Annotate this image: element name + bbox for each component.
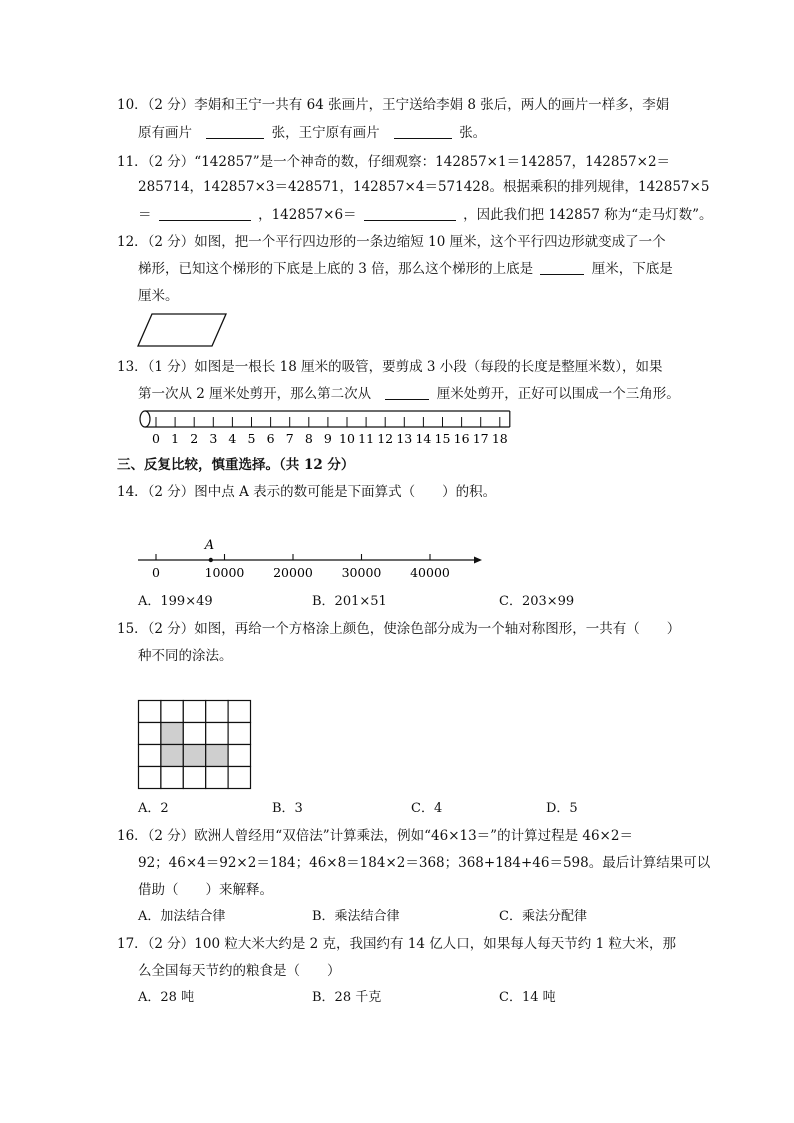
straw-tick-label: 4: [228, 431, 237, 446]
grid-cell[interactable]: [183, 701, 205, 723]
grid-cell[interactable]: [228, 701, 250, 723]
q11-line1: 11．（2 分）“142857”是一个神奇的数，仔细观察：142857×1＝142857，142857×2＝: [117, 154, 671, 170]
straw-tick-label: 18: [491, 431, 508, 446]
q12-text-b: 厘米，下底是: [591, 261, 673, 277]
straw-tick-label: 14: [415, 431, 432, 446]
q13-line2: [138, 384, 680, 404]
q16-option-b[interactable]: B．乘法结合律: [312, 909, 400, 924]
q13-blank-1[interactable]: [385, 385, 429, 400]
grid-cell[interactable]: [183, 767, 205, 789]
q11-text-a: ＝: [138, 207, 152, 223]
q16-line2: 92；46×4＝92×2＝184；46×8＝184×2＝368；368+184+46＝598。最后计算结果可以: [138, 855, 711, 871]
q15-option-b[interactable]: B．3: [272, 801, 303, 816]
q13-text-a: 第一次从 2 厘米处剪开，那么第二次从: [138, 386, 372, 402]
q10-blank-1[interactable]: [206, 124, 264, 139]
q17-option-b[interactable]: B．28 千克: [312, 990, 382, 1005]
q12-line3: 厘米。: [138, 288, 179, 304]
grid-cell[interactable]: [139, 723, 161, 745]
straw-tick-label: 0: [152, 431, 160, 446]
q12-line1: 12．（2 分）如图，把一个平行四边形的一条边缩短 10 厘米，这个平行四边形就变成了一个: [117, 234, 666, 250]
q15-line2: 种不同的涂法。: [138, 648, 233, 664]
straw-tick-label: 17: [472, 431, 489, 446]
number-line-figure: [136, 530, 496, 584]
q16-option-a[interactable]: A．加法结合律: [138, 909, 226, 924]
q12-blank-1[interactable]: [540, 260, 584, 275]
grid-cell[interactable]: [206, 767, 228, 789]
straw-tick-label: 6: [266, 431, 275, 446]
number-line-tick-label: 20000: [273, 565, 313, 580]
straw-tick-label: 10: [339, 431, 355, 446]
number-line-tick-label: 40000: [410, 565, 450, 580]
q11-text-c: ，因此我们把 142857 称为“走马灯数”。: [463, 207, 713, 223]
q15-line1: 15．（2 分）如图，再给一个方格涂上颜色，使涂色部分成为一个轴对称图形，一共有（ ）: [117, 621, 681, 637]
q10-line2: [138, 123, 486, 143]
q16-line3: 借助（ ）来解释。: [138, 882, 273, 898]
grid-cell[interactable]: [161, 701, 183, 723]
q17-line1: 17．（2 分）100 粒大米大约是 2 克，我国约有 14 亿人口，如果每人每天节约 1 粒大米，那: [117, 936, 676, 952]
grid-cell[interactable]: [183, 723, 205, 745]
shading-grid-figure: [137, 699, 253, 793]
grid-cell-shaded[interactable]: [183, 745, 205, 767]
q17-option-a[interactable]: A．28 吨: [138, 990, 195, 1005]
q11-line3: [138, 205, 713, 225]
q16-line1: 16．（2 分）欧洲人曾经用“双倍法”计算乘法，例如“46×13＝”的计算过程是 46×2＝: [117, 828, 633, 844]
q11-blank-2[interactable]: [364, 206, 456, 221]
straw-tick-label: 8: [304, 431, 313, 446]
q16-option-c[interactable]: C．乘法分配律: [499, 909, 587, 924]
straw-tick-label: 16: [453, 431, 470, 446]
number-line-tick-label: 30000: [341, 565, 382, 580]
straw-tick-label: 3: [209, 431, 218, 446]
q10-text-c: 张。: [459, 125, 487, 141]
straw-tick-label: 7: [285, 431, 294, 446]
q10-text-a: 原有画片: [138, 125, 192, 141]
point-a-marker: [209, 558, 213, 562]
parallelogram-shape: [138, 314, 226, 346]
q13-text-b: 厘米处剪开，正好可以围成一个三角形。: [436, 386, 680, 402]
q11-text-b: ，142857×6＝: [258, 207, 357, 223]
number-line-arrow: [474, 557, 482, 564]
q13-line1: 13．（1 分）如图是一根长 18 厘米的吸管，要剪成 3 小段（每段的长度是整厘米数），如果: [117, 359, 663, 375]
q14-option-b[interactable]: B．201×51: [312, 594, 387, 609]
q11-line2: 285714，142857×3＝428571，142857×4＝571428。根据乘积的排列规律，142857×5: [138, 179, 710, 195]
grid-cell[interactable]: [139, 701, 161, 723]
q10-blank-2[interactable]: [394, 124, 452, 139]
straw-tick-label: 13: [396, 431, 413, 446]
q10-text-b: 张，王宁原有画片: [271, 125, 380, 141]
straw-tick-label: 1: [171, 431, 180, 446]
straw-ruler-figure: [136, 408, 516, 448]
straw-left-end: [140, 411, 150, 427]
straw-tick-label: 15: [434, 431, 451, 446]
q12-text-a: 梯形，已知这个梯形的下底是上底的 3 倍，那么这个梯形的上底是: [138, 261, 534, 277]
parallelogram-figure: [136, 312, 230, 348]
q17-option-c[interactable]: C．14 吨: [499, 990, 556, 1005]
number-line-tick-label: 0: [152, 565, 160, 580]
straw-tick-label: 12: [377, 431, 394, 446]
q15-option-d[interactable]: D．5: [546, 801, 578, 816]
grid-cell-shaded[interactable]: [206, 745, 228, 767]
q14-line1: 14．（2 分）图中点 A 表示的数可能是下面算式（ ）的积。: [117, 484, 497, 500]
grid-cell[interactable]: [139, 745, 161, 767]
straw-tick-label: 9: [323, 431, 332, 446]
q14-option-c[interactable]: C．203×99: [499, 594, 575, 609]
grid-cell[interactable]: [228, 767, 250, 789]
q10-line1: 10．（2 分）李娟和王宁一共有 64 张画片，王宁送给李娟 8 张后，两人的画片一样多，李娟: [117, 97, 670, 113]
q15-option-c[interactable]: C．4: [411, 801, 443, 816]
point-a-label: A: [204, 538, 215, 553]
q11-blank-1[interactable]: [159, 206, 251, 221]
grid-cell[interactable]: [228, 745, 250, 767]
grid-cell[interactable]: [206, 701, 228, 723]
grid-cell[interactable]: [228, 723, 250, 745]
grid-cell-shaded[interactable]: [161, 723, 183, 745]
grid-cell[interactable]: [161, 767, 183, 789]
section-heading: 三、反复比较，慎重选择。（共 12 分）: [117, 457, 355, 473]
q12-line2: [138, 259, 673, 279]
q15-option-a[interactable]: A．2: [138, 801, 169, 816]
q17-line2: 么全国每天节约的粮食是（ ）: [138, 963, 341, 979]
grid-cell[interactable]: [206, 723, 228, 745]
straw-tick-label: 2: [190, 431, 199, 446]
grid-cell-shaded[interactable]: [161, 745, 183, 767]
grid-cell[interactable]: [139, 767, 161, 789]
number-line-tick-label: 10000: [204, 565, 245, 580]
straw-tick-label: 11: [358, 431, 375, 446]
q14-option-a[interactable]: A．199×49: [138, 594, 213, 609]
straw-tick-label: 5: [247, 431, 256, 446]
